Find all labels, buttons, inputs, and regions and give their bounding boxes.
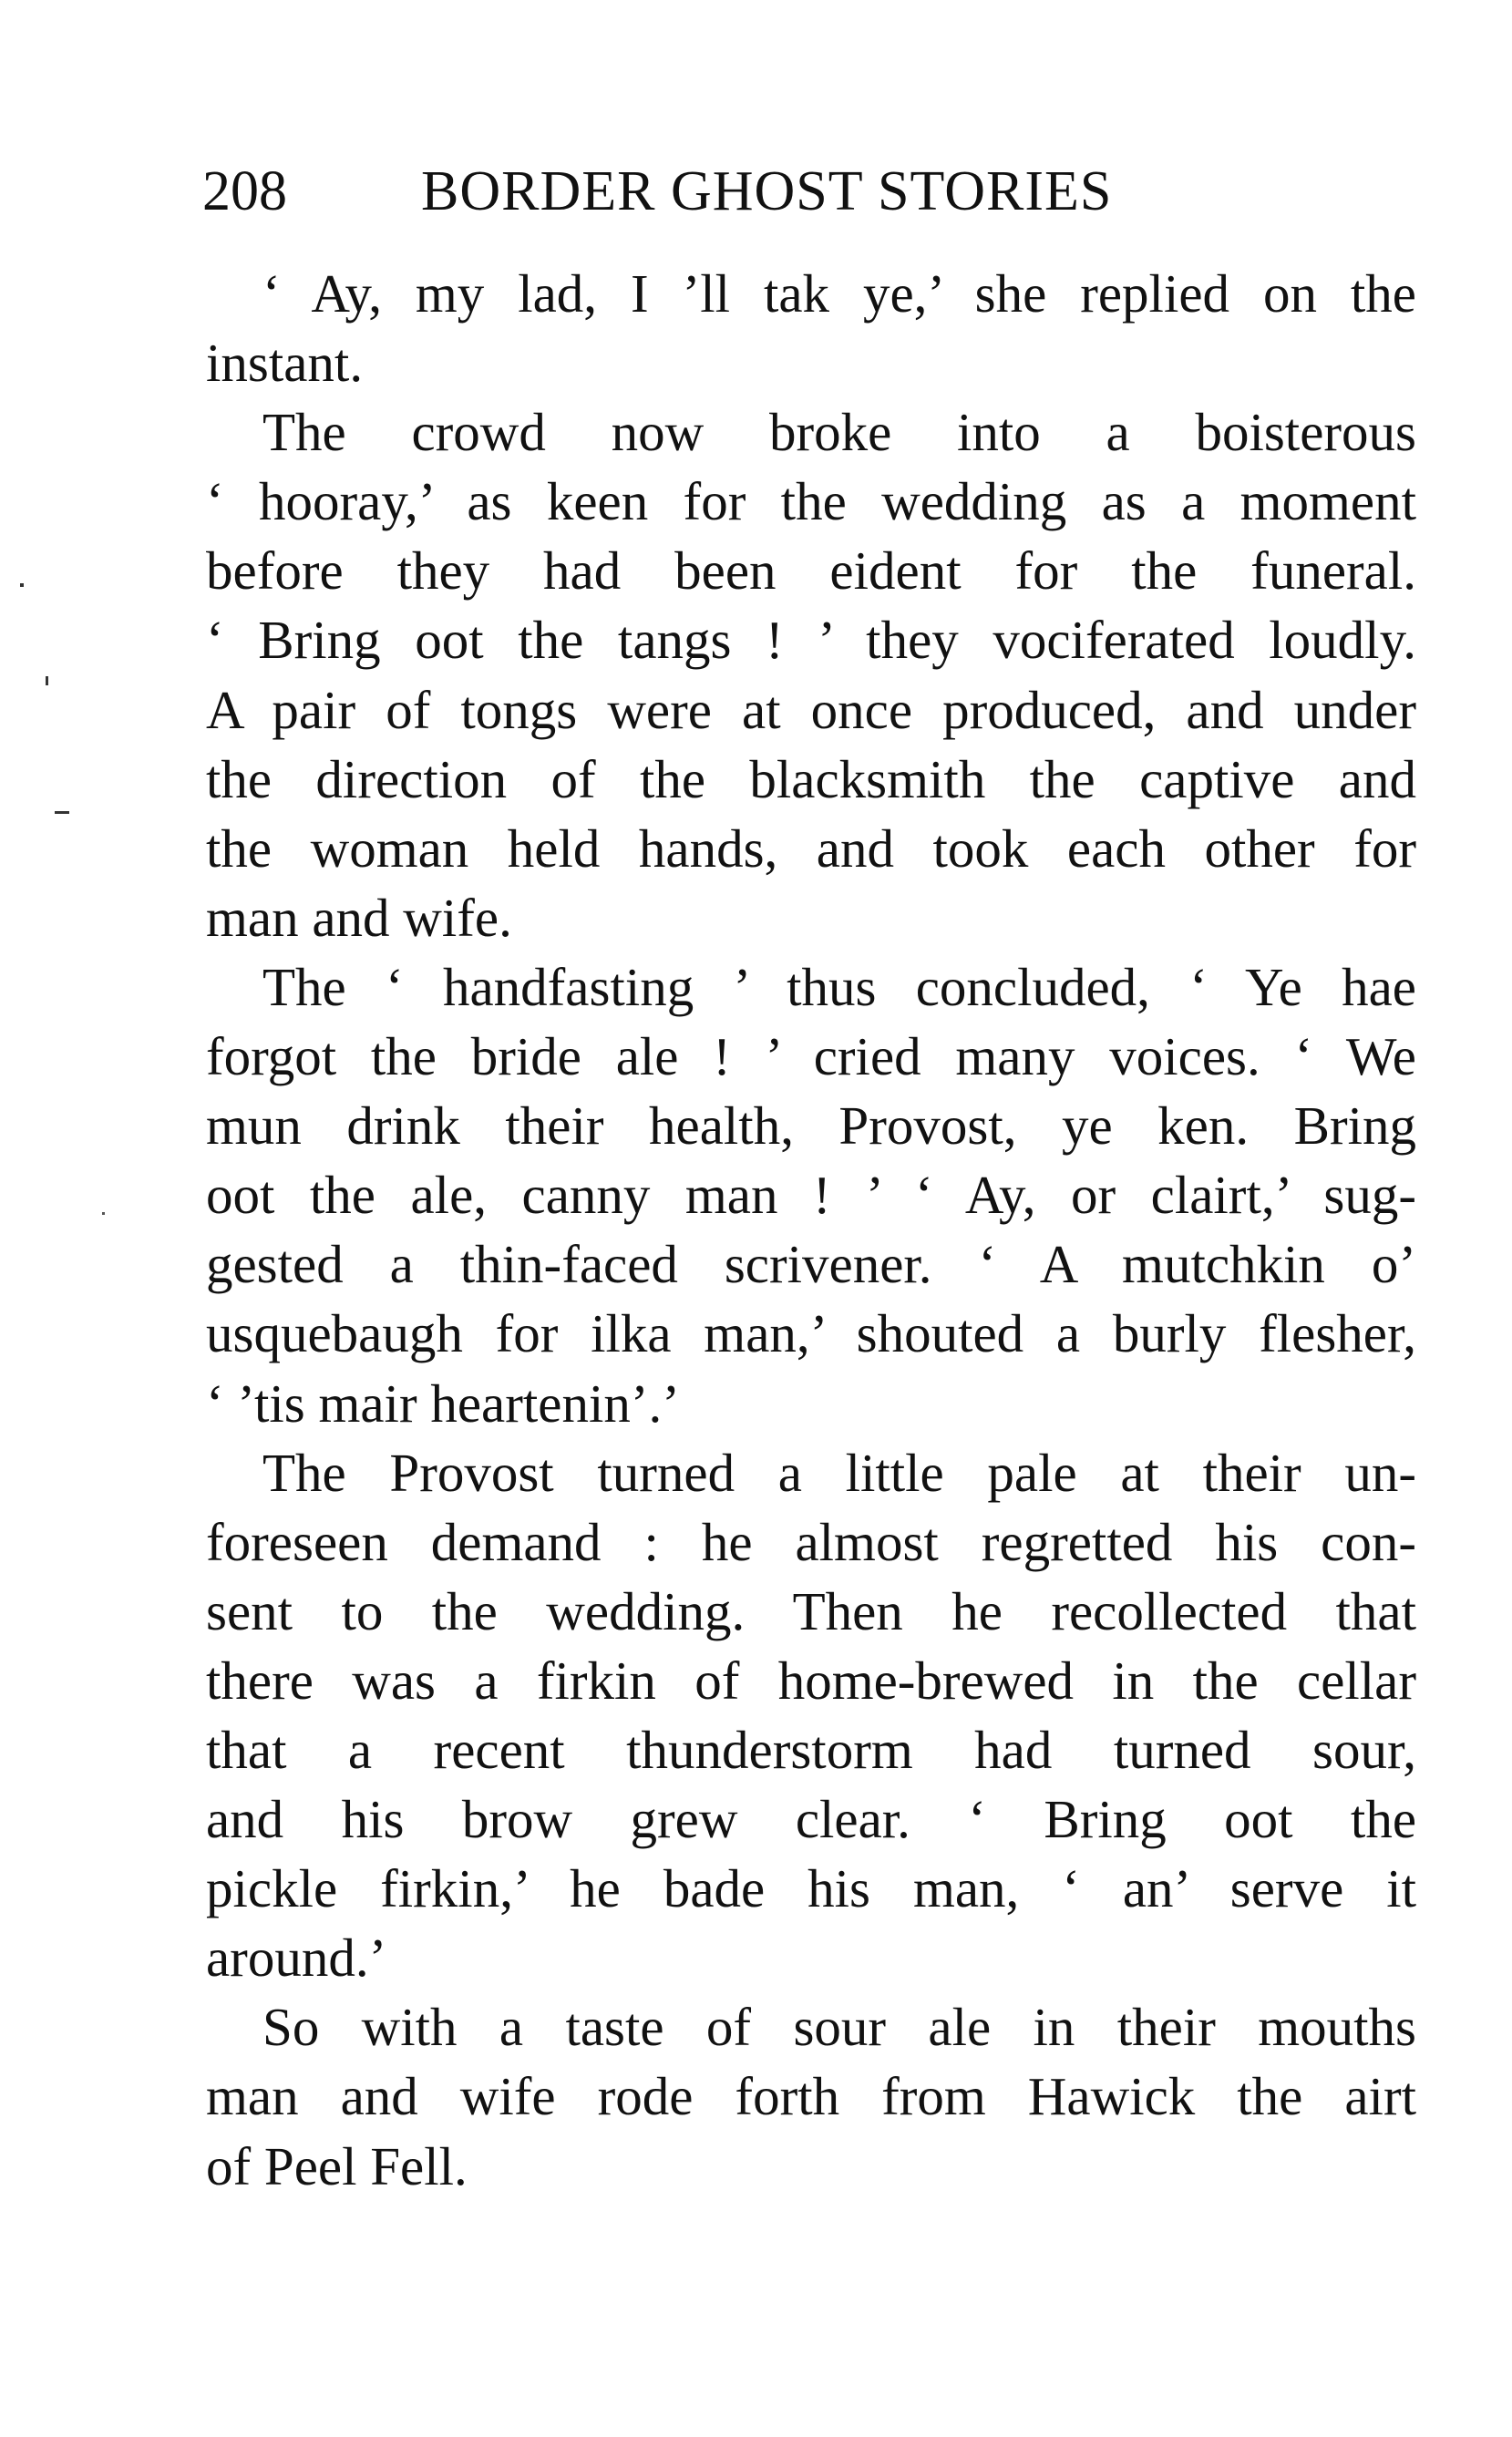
margin-speck: [55, 811, 69, 814]
text-line: The crowd now broke into a boisterous: [262, 402, 1416, 463]
text-line: mun drink their health, Provost, ye ken. Bring: [206, 1095, 1416, 1157]
text-line: ‘ ’tis mair heartenin’.’: [206, 1373, 680, 1434]
text-line: A pair of tongs were at once produced, and under: [206, 679, 1416, 740]
margin-speck: [20, 583, 24, 587]
text-line: usquebaugh for ilka man,’ shouted a burly flesher,: [206, 1303, 1416, 1364]
text-line: forgot the bride ale ! ’ cried many voices. ‘ We: [206, 1026, 1416, 1087]
text-line: instant.: [206, 333, 364, 394]
margin-speck: [46, 676, 48, 685]
text-line: the direction of the blacksmith the captive and: [206, 748, 1416, 809]
page-number: 208: [202, 160, 287, 222]
text-line: The ‘ handfasting ’ thus concluded, ‘ Ye hae: [262, 956, 1416, 1017]
text-line: ‘ Ay, my lad, I ’ll tak ye,’ she replied on the: [262, 263, 1416, 324]
text-line: man and wife rode forth from Hawick the airt: [206, 2066, 1416, 2127]
text-line: and his brow grew clear. ‘ Bring oot the: [206, 1789, 1416, 1850]
text-line: sent to the wedding. Then he recollected that: [206, 1580, 1416, 1641]
text-line: man and wife.: [206, 887, 512, 948]
body-text: [206, 259, 1416, 2201]
running-title: BORDER GHOST STORIES: [421, 160, 1113, 222]
text-line: the woman held hands, and took each other for: [206, 817, 1416, 879]
text-line: ‘ Bring oot the tangs ! ’ they vociferated loudly.: [206, 610, 1416, 671]
text-line: around.’: [206, 1928, 387, 1989]
text-line: pickle firkin,’ he bade his man, ‘ an’ serve it: [206, 1858, 1416, 1919]
text-line: that a recent thunderstorm had turned sour,: [206, 1719, 1416, 1780]
margin-speck: [102, 1212, 105, 1215]
text-line: foreseen demand : he almost regretted his con-: [206, 1511, 1416, 1572]
text-line: there was a firkin of home-brewed in the cellar: [206, 1650, 1416, 1711]
running-head: [202, 155, 1219, 228]
text-line: gested a thin-faced scrivener. ‘ A mutchkin o’: [206, 1234, 1416, 1295]
text-line: of Peel Fell.: [206, 2135, 468, 2196]
text-line: before they had been eident for the funeral.: [206, 540, 1416, 602]
text-line: So with a taste of sour ale in their mouths: [262, 1997, 1416, 2058]
text-line: The Provost turned a little pale at their un-: [262, 1442, 1416, 1503]
text-line: oot the ale, canny man ! ’ ‘ Ay, or clairt,’ sug-: [206, 1165, 1416, 1226]
text-line: ‘ hooray,’ as keen for the wedding as a moment: [206, 471, 1416, 532]
